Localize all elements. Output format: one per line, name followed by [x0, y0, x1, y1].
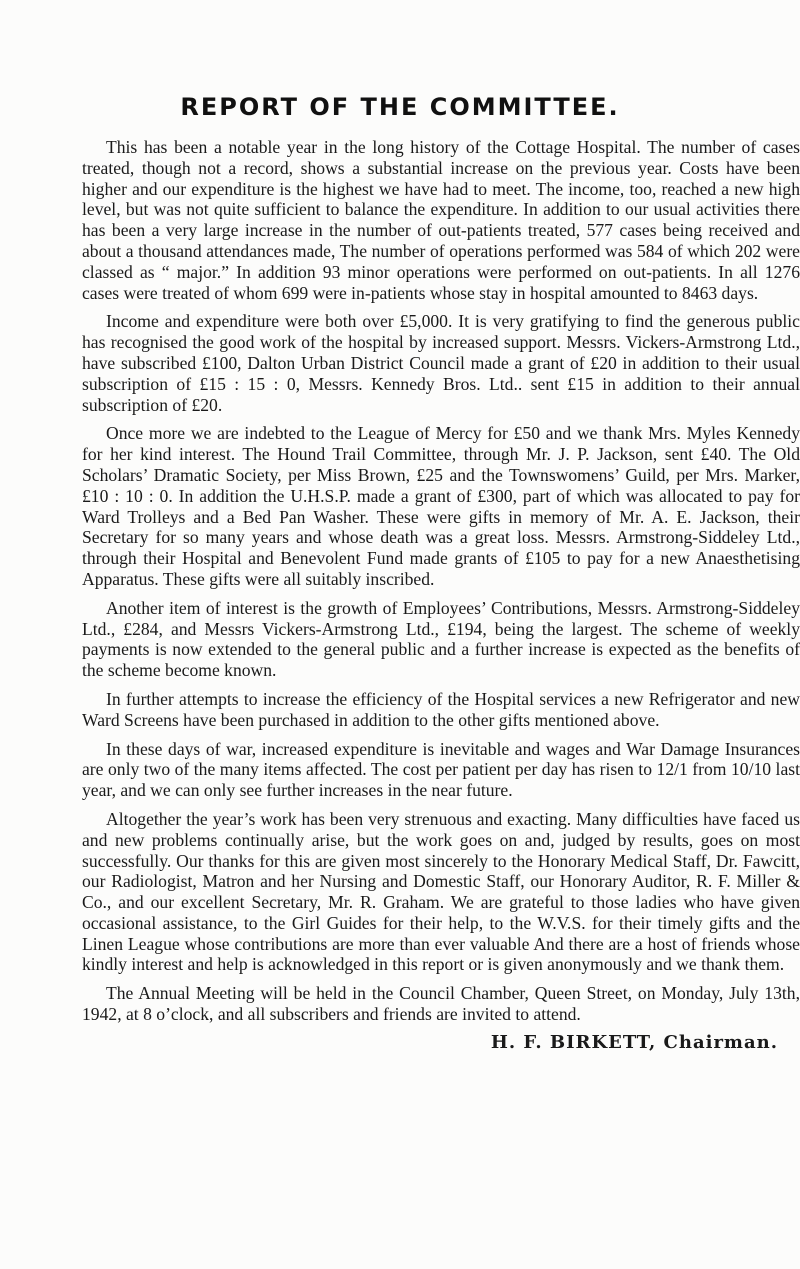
paragraph-income-expenditure: Income and expenditure were both over £5,000. It is very gratifying to find the generous public has recognised the good work of the hospital by increased support. Messrs. Vickers-Armstrong Ltd., have subscribed £100, Dalton Urban District Council made a grant of £20 in addition to their usual subscription of £15 : 15 : 0, Messrs. Kennedy Bros. Ltd.. sent £15 in addition to their annual subscription of £20. [82, 311, 800, 415]
paragraph-year-summary: This has been a notable year in the long history of the Cottage Hospital. The number of cases treated, though not a record, shows a substantial increase on the previous year. Costs have been higher and our expenditure is the highest we have had to meet. The income, too, reached a new high level, but was not quite sufficient to balance the expenditure. In addition to our usual activities there has been a very large increase in the number of out-patients treated, 577 cases being received and about a thousand attendances made, The number of operations performed was 584 of which 202 were classed as “ major.” In addition 93 minor operations were performed on out-patients. In all 1276 cases were treated of whom 699 were in-patients whose stay in hospital amounted to 8463 days. [82, 137, 800, 303]
paragraph-employee-contributions: Another item of interest is the growth of Employees’ Contributions, Messrs. Armstrong-Siddeley Ltd., £284, and Messrs Vickers-Armstrong Ltd., £194, being the largest. The scheme of weekly payments is now extended to the general public and a further increase is expected as the benefits of the scheme become known. [82, 597, 800, 681]
report-title: REPORT OF THE COMMITTEE. [180, 93, 620, 121]
chairman-signature: H. F. BIRKETT, Chairman. [490, 1031, 778, 1053]
paragraph-gifts: Once more we are indebted to the League of Mercy for £50 and we thank Mrs. Myles Kennedy for her kind interest. The Hound Trail Committee, through Mr. J. P. Jackson, sent £40. The Old Scholars’ Dramatic Society, per Miss Brown, £25 and the Townswomens’ Guild, per Mrs. Marker, £10 : 10 : 0. In addition the U.H.S.P. made a grant of £300, part of which was allocated to pay for Ward Trolleys and a Bed Pan Washer. These were gifts in memory of Mr. A. E. Jackson, their Secretary for so many years and whose death was a great loss. Messrs. Armstrong-Siddeley Ltd., through their Hospital and Benevolent Fund made grants of £105 to pay for a new Anaesthetising Apparatus. These gifts were all suitably inscribed. [82, 423, 800, 589]
paragraph-efficiency: In further attempts to increase the efficiency of the Hospital services a new Refrigerator and new Ward Screens have been purchased in addition to the other gifts mentioned above. [82, 688, 800, 730]
paragraph-thanks: Altogether the year’s work has been very strenuous and exacting. Many difficulties have faced us and new problems continually arise, but the work goes on and, judged by results, goes on most successfully. Our thanks for this are given most sincerely to the Honorary Medical Staff, Dr. Fawcitt, our Radiologist, Matron and her Nursing and Domestic Staff, our Honorary Auditor, R. F. Miller & Co., and our excellent Secretary, Mr. R. Graham. We are grateful to those ladies who have given occasional assistance, to the Girl Guides for their help, to the W.V.S. for their timely gifts and the Linen League whose contributions are more than ever valuable And there are a host of friends whose kindly interest and help is acknowledged in this report or is given anonymously and we thank them. [82, 808, 800, 975]
report-body [82, 137, 800, 1054]
paragraph-war-costs: In these days of war, increased expenditure is inevitable and wages and War Damage Insurances are only two of the many items affected. The cost per patient per day has risen to 12/1 from 10/10 last year, and we can only see further increases in the near future. [82, 738, 800, 801]
paragraph-annual-meeting: The Annual Meeting will be held in the Council Chamber, Queen Street, on Monday, July 13th, 1942, at 8 o’clock, and all subscribers and friends are invited to attend. [82, 983, 800, 1025]
